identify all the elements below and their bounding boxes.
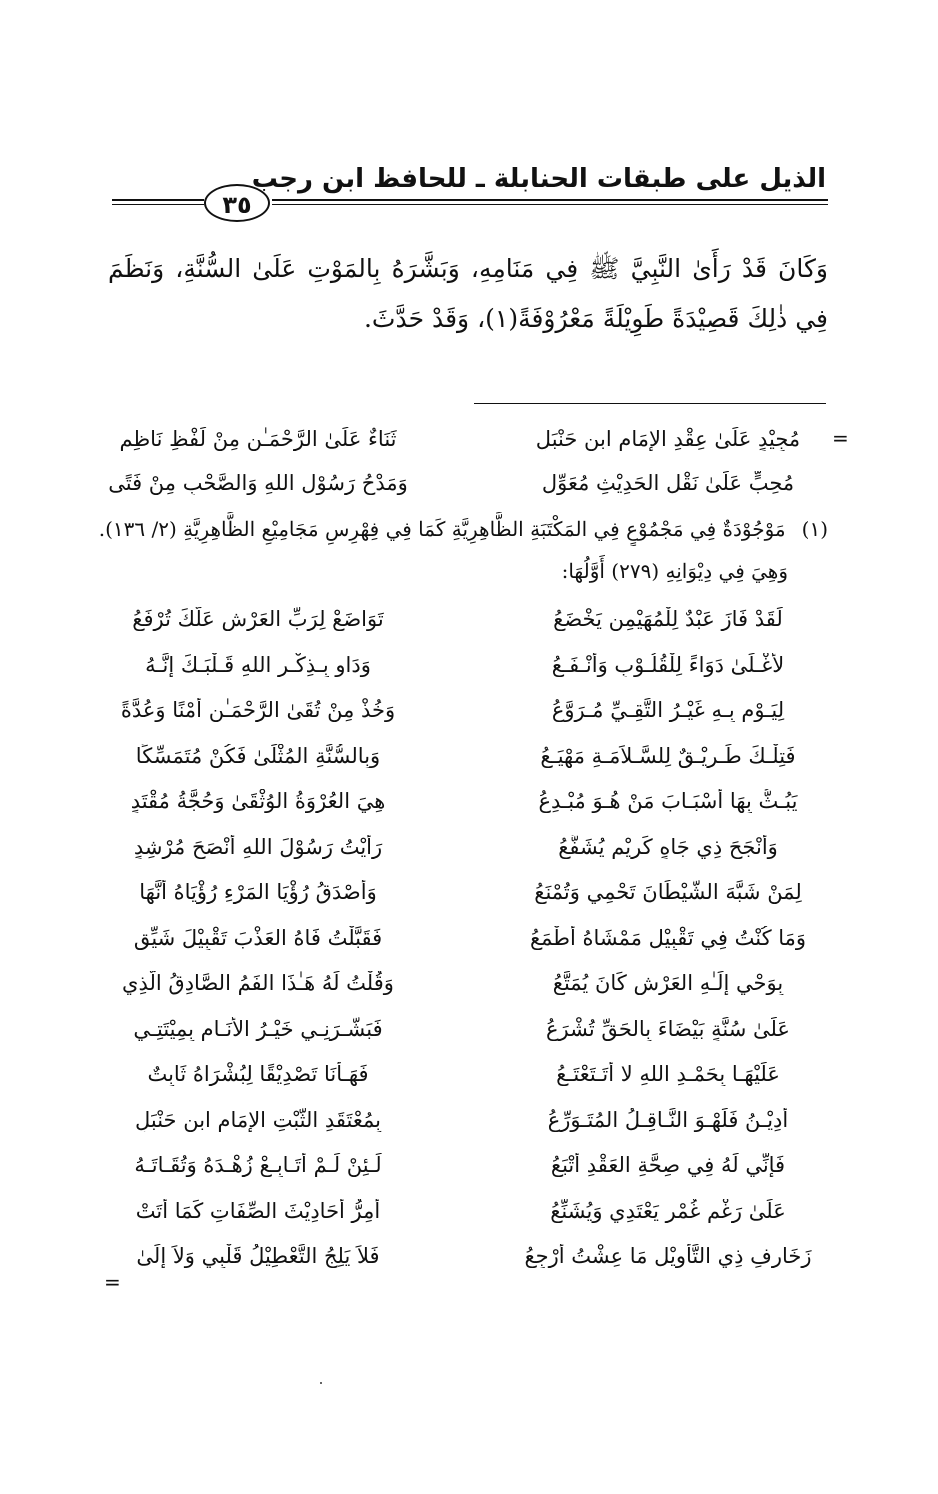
verse-second-hemistich: فَإِنِّي لَهُ فِي صِحَّةِ العَقْدِ أَتْبَعُ: [550, 1153, 786, 1177]
poem-verse: [98, 644, 828, 686]
verse-first-hemistich: ثَنَاءٌ عَلَىٰ الرَّحْمَـٰنِ مِنْ لَفْظِ نَاظِمٍ: [119, 427, 397, 451]
footnote-text: مَوْجُوْدَةٌ فِي مَجْمُوْعٍ فِي المَكْتَبَةِ الظَّاهِرِيَّةِ كَمَا فِي فِهْرِسِ مَجَامِيْعِ الظَّاهِرِيَّةِ (٢/ ١٣٦).: [98, 517, 786, 541]
verse-second-hemistich: لِيَـوْمٍ بِـهِ غَيْـرُ التَّقِـيِّ مُـرَوَّعُ: [551, 698, 785, 722]
verse-second-hemistich: فَتِلْـكَ طَـرِيْـقٌ لِلسَّـلاَمَـةِ مَهْيَـعُ: [540, 743, 796, 768]
verse-first-hemistich: أُمِرُّ أَحَادِيْثَ الصِّفَاتِ كَمَا أَتَتْ: [135, 1198, 381, 1223]
body-paragraph: وَكَانَ قَدْ رَأَىٰ النَّبِيَّ ﷺ فِي مَنَامِهِ، وَبَشَّرَهُ بِالمَوْتِ عَلَىٰ السُّنَّةِ، وَنَظَمَ فِي ذٰلِكَ قَصِيْدَةً طَوِيْلَةً مَعْرُوْفَةً(١)، وَقَدْ حَدَّثَ.: [108, 254, 828, 333]
footnote-1-line-2: [98, 554, 788, 588]
verse-first-hemistich: فَهَـأَنَا تَصْدِيْقًا لِبُشْرَاهُ ثَابِتٌ: [147, 1062, 369, 1086]
poem-verse: [98, 871, 828, 913]
verse-second-hemistich: زَخَارِفِ ذِي التَّأْوِيْلِ مَا عِشْتُ أَرْجِعُ: [524, 1244, 812, 1268]
verse-second-hemistich: لِمَنْ شَبَّهَ الشَّيْطَانَ تَحْمِي وَتُمْنَعُ: [534, 880, 802, 904]
verse-second-hemistich: أَدِيْـنُ فَلَهْـوَ النَّـاقِـلُ المُتَـوَرِّعُ: [547, 1107, 789, 1132]
verse-first-hemistich: وَخُذْ مِنْ تُقَىٰ الرَّحْمَـٰنِ أَمْنًا وَعُدَّةً: [120, 698, 396, 722]
verse-second-hemistich: لأَغْـلَىٰ دَوَاءً لِلْقُلُـوْبِ وَأَنْـفَـعُ: [551, 652, 785, 677]
verse-first-hemistich: وَبِالسُّنَّةِ المُثْلَىٰ فَكُنْ مُتَمَسِّكًا: [135, 743, 381, 768]
footnote-number: (١): [801, 517, 828, 541]
verse-second-hemistich: عَلَيْهَـا بِحَمْـدِ اللهِ لا أَتَـتَعْتَـعُ: [556, 1062, 780, 1086]
verse-second-hemistich: وَأَنْجَحَ ذِي جَاهٍ كَرِيْمٍ يُشَفَّعُ: [558, 834, 778, 859]
running-title: الذيل على طبقات الحنابلة ـ للحافظ ابن رجب: [251, 164, 826, 194]
continued-verse: [98, 462, 828, 504]
verse-first-hemistich: فَلاَ يَلِجُ التَّعْطِيْلُ قَلْبِي وَلاَ إِلَىٰ: [136, 1244, 380, 1268]
verse-first-hemistich: رَأَيْتُ رَسُوْلَ اللهِ أَنْصَحَ مُرْشِدٍ: [133, 834, 383, 859]
verse-first-hemistich: وَأَصْدَقُ رُؤْيَا المَرْءِ رُؤْيَاهُ أَنَّهَا: [139, 880, 377, 904]
speck: [320, 1382, 322, 1384]
poem-verse: [98, 1099, 828, 1141]
verse-second-hemistich: يَبُـثُّ بِهَا أَسْبَـابَ مَنْ هُـوَ مُبْـدِعُ: [538, 789, 798, 813]
header-rule-right: [272, 199, 828, 205]
verse-second-hemistich: بِوَحْيِ إِلَـٰهِ العَرْشِ كَانَ يُمَتَّعُ: [552, 971, 784, 995]
verse-first-hemistich: بِمُعْتَقَدِ الثَّبْتِ الإِمَامِ ابنِ حَنْبَلٍ: [134, 1107, 381, 1132]
poem-verse: [98, 1053, 828, 1095]
verse-second-hemistich: لَقَدْ فَازَ عَبْدٌ لِلْمُهَيْمِنِ يَخْضَعُ: [553, 607, 783, 631]
footnote-separator: [474, 403, 826, 404]
verse-first-hemistich: فَبَشَّـرَنِـي خَيْـرُ الأَنَـامِ بِمِيْتَتِـي: [133, 1016, 383, 1041]
verse-second-hemistich: مُجِيْدٍ عَلَىٰ عِقْدِ الإِمَامِ ابنِ حَنْبَلِ: [535, 427, 801, 451]
footnote-continued-mark: =: [832, 426, 849, 450]
verse-first-hemistich: وَقُلْتُ لَهُ هَـٰذَا الفَمُ الصَّادِقُ الَّذِي: [122, 971, 394, 995]
poem-verse: [98, 598, 828, 640]
poem-verse: [98, 1235, 828, 1277]
verse-second-hemistich: وَمَا كُنْتُ فِي تَقْبِيْلِ مَمْشَاهُ أَطْمَعُ: [529, 925, 807, 950]
verse-first-hemistich: تَوَاضَعْ لِرَبِّ العَرْشِ عَلَّكَ تُرْفَعُ: [132, 607, 384, 631]
footnote-text: وَهِيَ فِي دِيْوَانِهِ (٢٧٩) أَوَّلُهَا:: [561, 559, 788, 583]
verse-first-hemistich: لَـئِنْ لَـمْ أُتَـابِـعْ زُهْـدَهُ وَتُقَـاتَـهُ: [134, 1153, 382, 1177]
verse-second-hemistich: عَلَىٰ سُنَّةٍ بَيْضَاءَ بِالحَقِّ تُشْرَعُ: [546, 1016, 790, 1041]
footnote-continues-mark: =: [104, 1270, 121, 1294]
poem-verse: [98, 1190, 828, 1232]
poem-verse: [98, 917, 828, 959]
page-number: ٣٥: [204, 184, 270, 222]
poem-verse: [98, 735, 828, 777]
verse-first-hemistich: هِيَ العُرْوَةُ الوُثْقَىٰ وَحُجَّةُ مُقْتَدٍ: [130, 789, 386, 813]
footnote-1-line-1: [98, 512, 828, 546]
poem-verse: [98, 689, 828, 731]
poem-verse: [98, 1008, 828, 1050]
header-rule-left: [112, 199, 204, 205]
poem-verse: [98, 780, 828, 822]
verse-first-hemistich: وَمَدْحُ رَسُوْلِ اللهِ وَالصَّحْبِ مِنْ فَتًى: [108, 471, 408, 495]
verse-first-hemistich: فَقَبَّلْتُ فَاهُ العَذْبَ تَقْبِيْلَ شَيِّقٍ: [133, 925, 383, 950]
poem-verse: [98, 1144, 828, 1186]
poem-verse: [98, 962, 828, 1004]
verse-first-hemistich: وَدَاوِ بِـذِكْـرِ اللهِ قَـلْبَـكَ إِنَّـهُ: [145, 652, 371, 677]
continued-verse: [98, 418, 828, 460]
verse-second-hemistich: مُحِبٍّ عَلَىٰ نَقْلِ الحَدِيْثِ مُعَوِّلِ: [541, 471, 795, 495]
verse-second-hemistich: عَلَىٰ رَغْمِ غُمْرٍ يَعْتَدِي وَيُشَنِّعُ: [550, 1198, 786, 1223]
poem-verse: [98, 826, 828, 868]
